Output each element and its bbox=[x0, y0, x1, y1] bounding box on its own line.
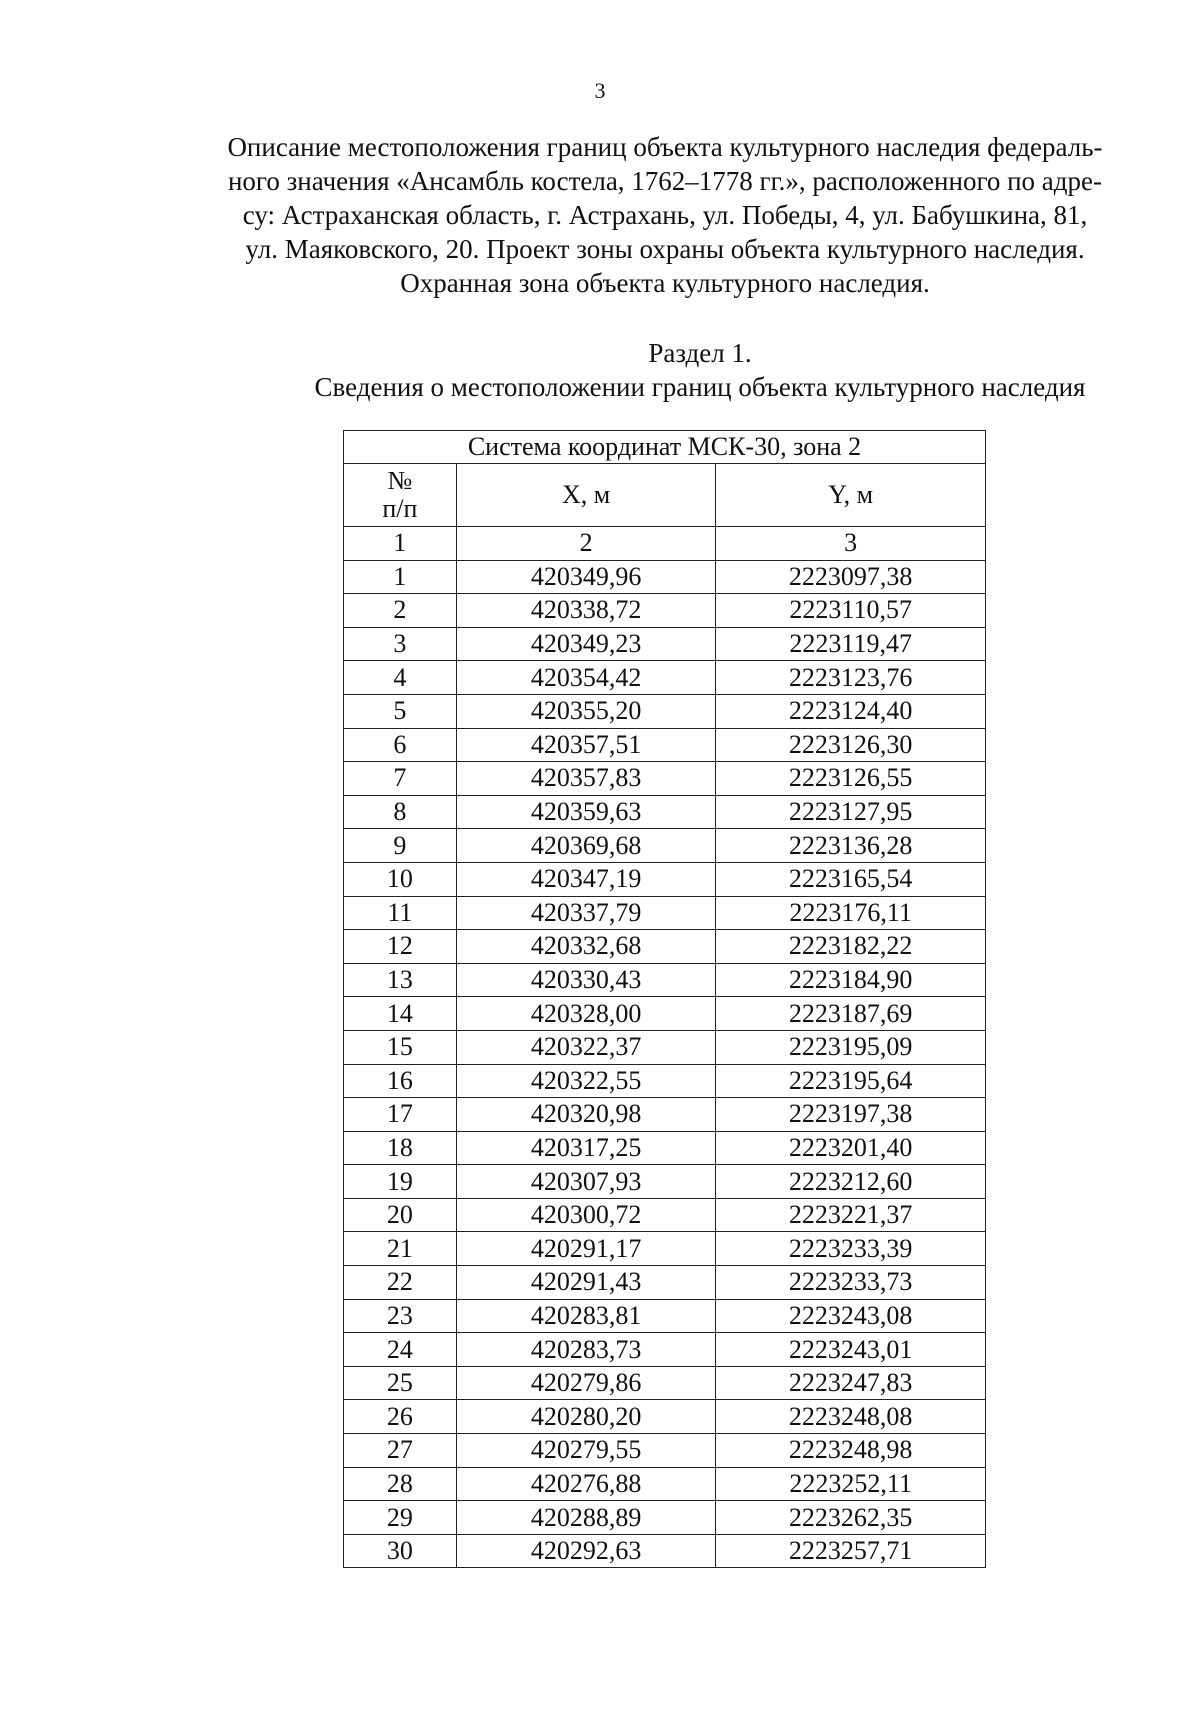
cell-number: 1 bbox=[344, 560, 457, 594]
cell-number: 30 bbox=[344, 1534, 457, 1568]
table-row bbox=[344, 1333, 986, 1367]
cell-y: 2223201,40 bbox=[716, 1131, 986, 1165]
table-row bbox=[344, 1232, 986, 1266]
cell-number: 12 bbox=[344, 930, 457, 964]
cell-number: 2 bbox=[344, 594, 457, 628]
cell-y: 2223197,38 bbox=[716, 1098, 986, 1132]
cell-number: 4 bbox=[344, 661, 457, 695]
cell-x: 420328,00 bbox=[456, 997, 716, 1031]
table-row bbox=[344, 795, 986, 829]
cell-y: 2223123,76 bbox=[716, 661, 986, 695]
cell-number: 25 bbox=[344, 1366, 457, 1400]
title-line: су: Астраханская область, г. Астрахань, ул. Победы, 4, ул. Бабушкина, 81, bbox=[242, 200, 1088, 230]
table-row bbox=[344, 762, 986, 796]
section-header bbox=[200, 336, 1200, 404]
cell-y: 2223212,60 bbox=[716, 1165, 986, 1199]
cell-number: 11 bbox=[344, 896, 457, 930]
cell-number: 3 bbox=[344, 627, 457, 661]
cell-x: 420338,72 bbox=[456, 594, 716, 628]
table-row bbox=[344, 862, 986, 896]
cell-x: 420369,68 bbox=[456, 829, 716, 863]
header-number bbox=[344, 464, 457, 527]
table-row bbox=[344, 1366, 986, 1400]
table-row bbox=[344, 1299, 986, 1333]
cell-y: 2223252,11 bbox=[716, 1467, 986, 1501]
table-caption-row bbox=[344, 431, 986, 464]
cell-x: 420359,63 bbox=[456, 795, 716, 829]
cell-x: 420347,19 bbox=[456, 862, 716, 896]
table-row bbox=[344, 1131, 986, 1165]
cell-x: 420279,55 bbox=[456, 1434, 716, 1468]
cell-number: 28 bbox=[344, 1467, 457, 1501]
cell-number: 21 bbox=[344, 1232, 457, 1266]
cell-number: 8 bbox=[344, 795, 457, 829]
cell-y: 2223165,54 bbox=[716, 862, 986, 896]
cell-x: 420279,86 bbox=[456, 1366, 716, 1400]
cell-y: 2223243,01 bbox=[716, 1333, 986, 1367]
cell-number: 23 bbox=[344, 1299, 457, 1333]
cell-x: 420307,93 bbox=[456, 1165, 716, 1199]
cell-y: 2223248,08 bbox=[716, 1400, 986, 1434]
cell-y: 2223243,08 bbox=[716, 1299, 986, 1333]
cell-y: 2223233,73 bbox=[716, 1266, 986, 1300]
cell-x: 420357,83 bbox=[456, 762, 716, 796]
cell-number: 19 bbox=[344, 1165, 457, 1199]
table-row bbox=[344, 627, 986, 661]
cell-number: 6 bbox=[344, 728, 457, 762]
title-line: ного значения «Ансамбль костела, 1762–1778 гг.», расположенного по адре- bbox=[227, 166, 1103, 196]
cell-y: 2223110,57 bbox=[716, 594, 986, 628]
table-row bbox=[344, 930, 986, 964]
cell-x: 420357,51 bbox=[456, 728, 716, 762]
header-number-line2: п/п bbox=[382, 494, 418, 523]
cell-y: 2223195,64 bbox=[716, 1064, 986, 1098]
table-row bbox=[344, 1534, 986, 1568]
table-row bbox=[344, 1030, 986, 1064]
title-line: ул. Маяковского, 20. Проект зоны охраны объекта культурного наследия. bbox=[245, 234, 1085, 264]
cell-number: 24 bbox=[344, 1333, 457, 1367]
cell-x: 420291,43 bbox=[456, 1266, 716, 1300]
cell-x: 420349,96 bbox=[456, 560, 716, 594]
header-y: Y, м bbox=[716, 464, 986, 527]
cell-y: 2223221,37 bbox=[716, 1198, 986, 1232]
cell-y: 2223248,98 bbox=[716, 1434, 986, 1468]
header-number-line1: № bbox=[387, 466, 413, 495]
table-row bbox=[344, 1064, 986, 1098]
cell-number: 26 bbox=[344, 1400, 457, 1434]
cell-x: 420283,73 bbox=[456, 1333, 716, 1367]
cell-y: 2223257,71 bbox=[716, 1534, 986, 1568]
table-row bbox=[344, 1467, 986, 1501]
table-row bbox=[344, 1098, 986, 1132]
table-row bbox=[344, 661, 986, 695]
cell-y: 2223136,28 bbox=[716, 829, 986, 863]
cell-x: 420280,20 bbox=[456, 1400, 716, 1434]
cell-number: 13 bbox=[344, 963, 457, 997]
cell-y: 2223187,69 bbox=[716, 997, 986, 1031]
cell-x: 420276,88 bbox=[456, 1467, 716, 1501]
cell-number: 9 bbox=[344, 829, 457, 863]
table-row bbox=[344, 1165, 986, 1199]
header-x: X, м bbox=[456, 464, 716, 527]
table-row bbox=[344, 896, 986, 930]
cell-number: 20 bbox=[344, 1198, 457, 1232]
cell-y: 2223195,09 bbox=[716, 1030, 986, 1064]
document-title bbox=[195, 130, 1135, 300]
table-row bbox=[344, 594, 986, 628]
table-body bbox=[344, 560, 986, 1568]
section-heading: Раздел 1. bbox=[648, 338, 752, 368]
column-number: 3 bbox=[716, 527, 986, 561]
cell-number: 16 bbox=[344, 1064, 457, 1098]
cell-y: 2223247,83 bbox=[716, 1366, 986, 1400]
table-row bbox=[344, 1198, 986, 1232]
cell-x: 420317,25 bbox=[456, 1131, 716, 1165]
cell-y: 2223119,47 bbox=[716, 627, 986, 661]
cell-x: 420288,89 bbox=[456, 1501, 716, 1535]
coordinate-system-caption: Система координат МСК-30, зона 2 bbox=[344, 431, 986, 464]
table-row bbox=[344, 694, 986, 728]
table-row bbox=[344, 829, 986, 863]
cell-number: 17 bbox=[344, 1098, 457, 1132]
cell-x: 420354,42 bbox=[456, 661, 716, 695]
cell-x: 420300,72 bbox=[456, 1198, 716, 1232]
cell-y: 2223126,30 bbox=[716, 728, 986, 762]
cell-number: 14 bbox=[344, 997, 457, 1031]
table-row bbox=[344, 1501, 986, 1535]
cell-x: 420349,23 bbox=[456, 627, 716, 661]
cell-y: 2223233,39 bbox=[716, 1232, 986, 1266]
column-number: 1 bbox=[344, 527, 457, 561]
cell-number: 7 bbox=[344, 762, 457, 796]
cell-number: 29 bbox=[344, 1501, 457, 1535]
cell-y: 2223126,55 bbox=[716, 762, 986, 796]
table-row bbox=[344, 560, 986, 594]
column-number-row bbox=[344, 527, 986, 561]
title-line: Охранная зона объекта культурного наследия. bbox=[400, 268, 930, 298]
cell-y: 2223182,22 bbox=[716, 930, 986, 964]
cell-x: 420322,37 bbox=[456, 1030, 716, 1064]
cell-number: 18 bbox=[344, 1131, 457, 1165]
table-header-row bbox=[344, 464, 986, 527]
section-subheading: Сведения о местоположении границ объекта культурного наследия bbox=[314, 372, 1086, 402]
cell-number: 27 bbox=[344, 1434, 457, 1468]
cell-y: 2223262,35 bbox=[716, 1501, 986, 1535]
table-row bbox=[344, 1400, 986, 1434]
table-row bbox=[344, 963, 986, 997]
cell-y: 2223097,38 bbox=[716, 560, 986, 594]
cell-number: 10 bbox=[344, 862, 457, 896]
cell-number: 15 bbox=[344, 1030, 457, 1064]
cell-x: 420337,79 bbox=[456, 896, 716, 930]
cell-x: 420355,20 bbox=[456, 694, 716, 728]
page-number: 3 bbox=[594, 78, 606, 103]
cell-x: 420292,63 bbox=[456, 1534, 716, 1568]
column-number: 2 bbox=[456, 527, 716, 561]
cell-y: 2223124,40 bbox=[716, 694, 986, 728]
cell-number: 5 bbox=[344, 694, 457, 728]
table-row bbox=[344, 1434, 986, 1468]
table-row bbox=[344, 728, 986, 762]
table-row bbox=[344, 1266, 986, 1300]
cell-y: 2223176,11 bbox=[716, 896, 986, 930]
cell-x: 420283,81 bbox=[456, 1299, 716, 1333]
cell-y: 2223127,95 bbox=[716, 795, 986, 829]
cell-x: 420332,68 bbox=[456, 930, 716, 964]
cell-x: 420322,55 bbox=[456, 1064, 716, 1098]
title-line: Описание местоположения границ объекта культурного наследия федераль- bbox=[227, 132, 1103, 162]
cell-x: 420320,98 bbox=[456, 1098, 716, 1132]
cell-number: 22 bbox=[344, 1266, 457, 1300]
cell-x: 420291,17 bbox=[456, 1232, 716, 1266]
coordinates-table bbox=[343, 430, 986, 1568]
cell-y: 2223184,90 bbox=[716, 963, 986, 997]
table-row bbox=[344, 997, 986, 1031]
cell-x: 420330,43 bbox=[456, 963, 716, 997]
